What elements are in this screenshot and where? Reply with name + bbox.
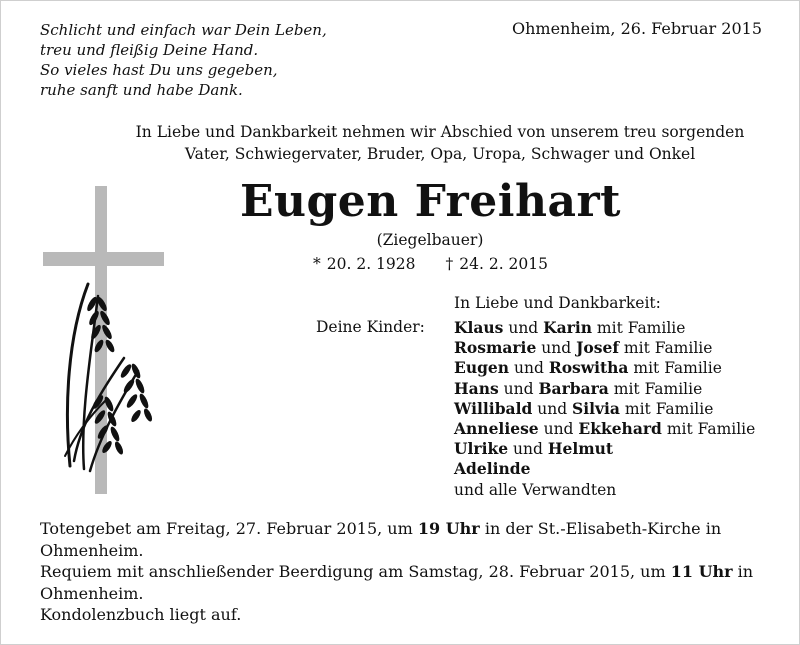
deceased-name: Eugen Freihart (240, 176, 621, 227)
mourner-name: Anneliese (454, 419, 539, 439)
death-date: 24. 2. 2015 (459, 255, 548, 273)
life-dates (313, 255, 548, 273)
list-item (454, 399, 755, 419)
mourner-name: Roswitha (548, 358, 629, 378)
list-item (454, 459, 755, 479)
connector: und (536, 339, 577, 358)
mourner-name: Willibald (454, 398, 533, 418)
mourner-name: Karin (543, 318, 592, 337)
mourner-name: Rosmarie (454, 338, 537, 358)
requiem-time: 11 Uhr (670, 562, 733, 581)
list-item (454, 419, 755, 439)
poem (40, 20, 327, 100)
suffix: mit Familie (619, 339, 713, 358)
list-item (454, 379, 755, 399)
list-item (454, 338, 755, 358)
service-details (40, 518, 770, 626)
death-cross-icon: † (445, 255, 454, 273)
connector: und (508, 440, 548, 459)
prayer-place: Ohmenheim. (40, 540, 144, 560)
birth-symbol-icon: * (313, 255, 321, 273)
list-item (454, 439, 755, 459)
intro-line-1: In Liebe und Dankbarkeit nehmen wir Abschied von unserem treu sorgenden (135, 123, 745, 141)
mourner-name: Helmut (547, 439, 614, 459)
mourner-name: Eugen (454, 358, 510, 378)
suffix: mit Familie (661, 420, 756, 439)
children-label: Deine Kinder: (316, 318, 425, 336)
mourner-name: Silvia (572, 398, 620, 418)
requiem-place: Ohmenheim. (40, 583, 144, 603)
mourner-name: Ulrike (454, 439, 509, 459)
connector: und (503, 319, 544, 337)
connector: und (538, 420, 579, 439)
mourner-name: Josef (576, 338, 619, 358)
mourner-name: Hans (454, 378, 499, 398)
deceased-nickname: (Ziegelbauer) (376, 231, 484, 249)
list-item (454, 358, 755, 378)
connector: und (509, 359, 549, 378)
prayer-time: 19 Uhr (417, 519, 480, 538)
suffix: mit Familie (619, 399, 714, 418)
mourners-list (454, 318, 755, 500)
suffix: mit Familie (592, 319, 686, 337)
list-item (454, 318, 755, 338)
condolence-note: Kondolenzbuch liegt auf. (40, 605, 242, 624)
poem-line: So vieles hast Du uns gegeben, (40, 61, 278, 79)
closing-line: und alle Verwandten (454, 480, 617, 499)
requiem-text: Requiem mit anschließender Beerdigung am Samstag, 28. Februar 2015, um (40, 562, 671, 581)
prayer-line (40, 518, 770, 540)
cross-and-wheat-icon (40, 186, 170, 496)
prayer-text-end: in der St.-Elisabeth-Kirche in (479, 519, 722, 538)
place-date: Ohmenheim, 26. Februar 2015 (511, 19, 762, 38)
poem-line: Schlicht und einfach war Dein Leben, (40, 21, 327, 39)
requiem-line (40, 561, 770, 583)
poem-line: ruhe sanft und habe Dank. (40, 81, 243, 99)
birth-date: 20. 2. 1928 (326, 255, 416, 273)
mourner-name: Ekkehard (578, 419, 662, 439)
suffix: mit Familie (628, 359, 722, 378)
mourner-name: Klaus (454, 318, 504, 337)
connector: und (498, 379, 539, 398)
connector: und (532, 399, 573, 418)
intro-text (60, 121, 800, 165)
prayer-text: Totengebet am Freitag, 27. Februar 2015, um (40, 519, 418, 538)
intro-line-2: Vater, Schwiegervater, Bruder, Opa, Uropa, Schwager und Onkel (184, 145, 696, 163)
thanks-heading: In Liebe und Dankbarkeit: (454, 294, 661, 312)
mourner-name: Adelinde (454, 459, 531, 479)
requiem-text-end: in (732, 562, 754, 581)
poem-line: treu und fleißig Deine Hand. (40, 41, 259, 59)
suffix: mit Familie (608, 379, 703, 398)
mourner-name: Barbara (538, 378, 609, 398)
